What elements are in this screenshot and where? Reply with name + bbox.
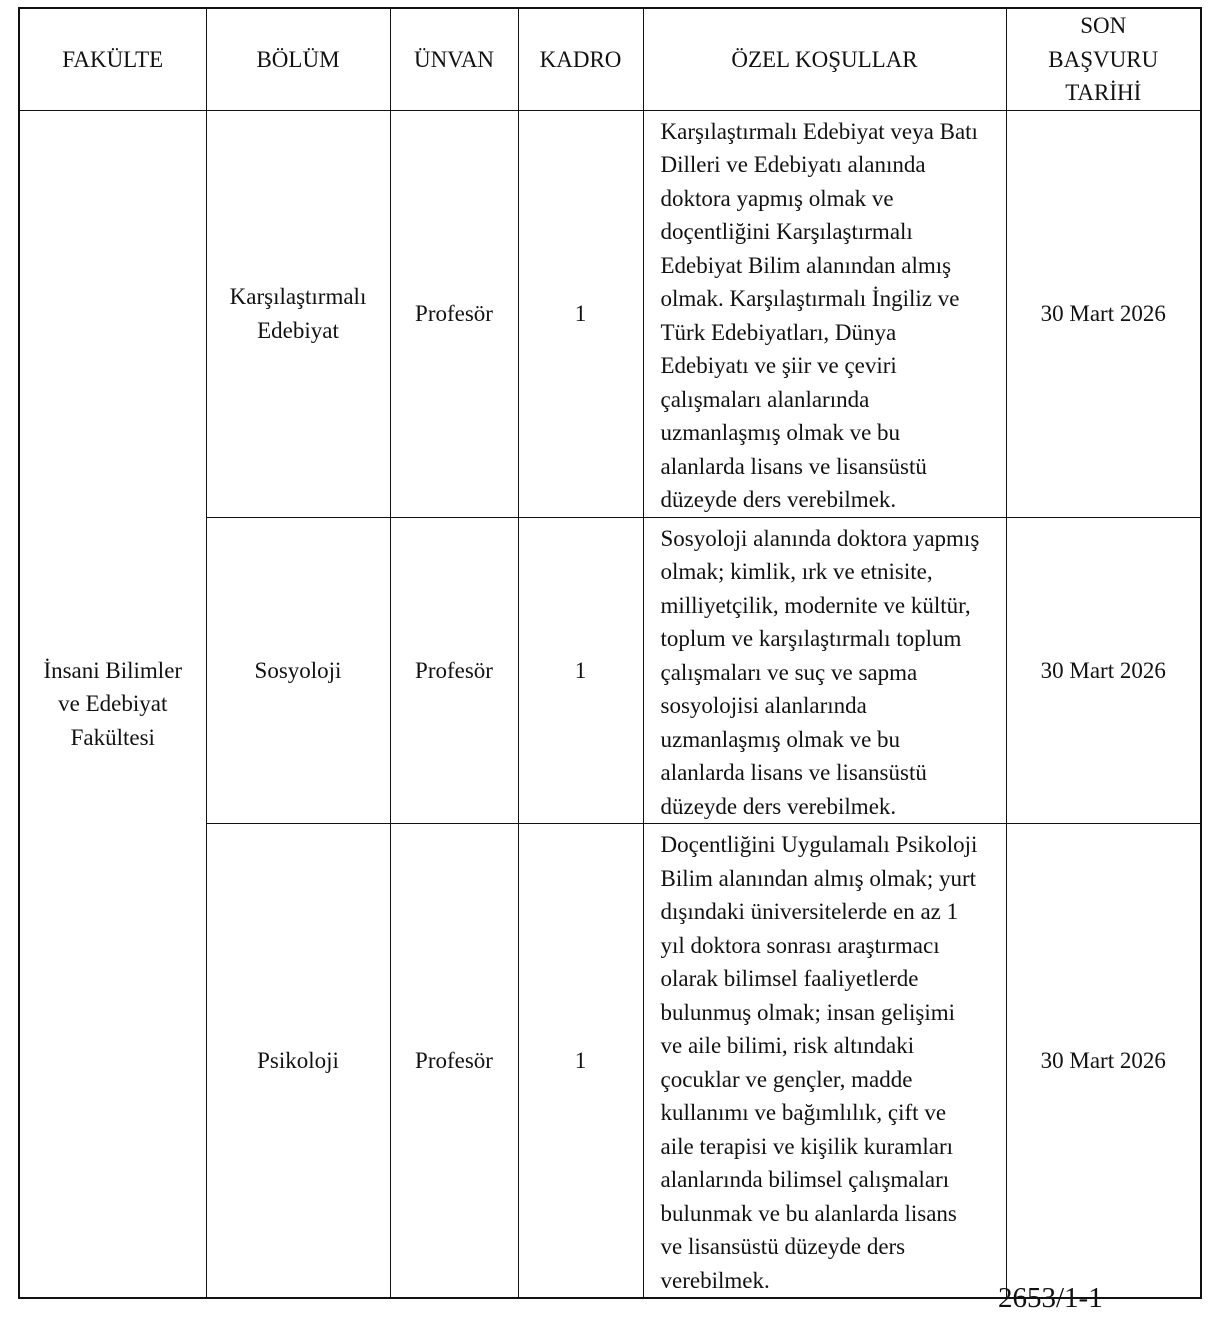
department-cell bbox=[206, 517, 390, 824]
positions-cell: 1 bbox=[518, 517, 643, 824]
text-line: TARİHİ bbox=[1065, 80, 1142, 105]
text-line: Edebiyat Bilim alanından almış bbox=[660, 252, 952, 278]
positions-table bbox=[18, 7, 1202, 1299]
header-positions: KADRO bbox=[518, 8, 643, 110]
text-line: ve Edebiyat bbox=[58, 691, 168, 716]
text-line: Sosyoloji bbox=[254, 657, 342, 683]
conditions-cell bbox=[643, 517, 1006, 824]
deadline-cell: 30 Mart 2026 bbox=[1006, 110, 1201, 517]
text-line: doçentliğini Karşılaştırmalı bbox=[660, 219, 913, 244]
header-conditions: ÖZEL KOŞULLAR bbox=[643, 8, 1006, 110]
text-line: Türk Edebiyatları, Dünya bbox=[660, 319, 897, 345]
text-line: Edebiyatı ve şiir ve çeviri bbox=[660, 353, 897, 378]
text-line: İnsani Bilimler bbox=[43, 657, 183, 683]
text-line: çalışmaları ve suç ve sapma bbox=[660, 659, 918, 685]
text-line: BAŞVURU bbox=[1048, 46, 1159, 72]
text-line: toplum ve karşılaştırmalı toplum bbox=[660, 626, 962, 651]
text-line: milliyetçilik, modernite ve kültür, bbox=[660, 592, 971, 618]
text-line: bulunmak ve bu alanlarda lisans bbox=[660, 1200, 957, 1226]
deadline-cell: 30 Mart 2026 bbox=[1006, 824, 1201, 1299]
title-cell: Profesör bbox=[390, 110, 518, 517]
text-line: bulunmuş olmak; insan gelişimi bbox=[660, 999, 956, 1025]
text-line: uzmanlaşmış olmak ve bu bbox=[660, 726, 901, 752]
header-department: BÖLÜM bbox=[206, 8, 390, 110]
text-line: Fakültesi bbox=[70, 724, 155, 750]
text-line: düzeyde ders verebilmek. bbox=[660, 793, 897, 819]
text-line: Psikoloji bbox=[257, 1047, 339, 1073]
department-cell bbox=[206, 110, 390, 517]
text-line: olarak bilimsel faaliyetlerde bbox=[660, 966, 919, 991]
title-cell: Profesör bbox=[390, 517, 518, 824]
conditions-cell bbox=[643, 824, 1006, 1299]
deadline-cell: 30 Mart 2026 bbox=[1006, 517, 1201, 824]
header-faculty: FAKÜLTE bbox=[19, 8, 206, 110]
text-line: yıl doktora sonrası araştırmacı bbox=[660, 932, 940, 958]
text-line: verebilmek. bbox=[660, 1267, 770, 1293]
conditions-cell bbox=[643, 110, 1006, 517]
header-deadline bbox=[1006, 8, 1201, 110]
document-number: 2653/1-1 bbox=[998, 1282, 1103, 1314]
text-line: alanlarında bilimsel çalışmaları bbox=[660, 1167, 950, 1192]
text-line: Karşılaştırmalı bbox=[229, 284, 367, 309]
text-line: ve lisansüstü düzeyde ders bbox=[660, 1234, 906, 1259]
text-line: aile terapisi ve kişilik kuramları bbox=[660, 1133, 954, 1159]
text-line: Edebiyat bbox=[257, 317, 339, 343]
text-line: alanlarda lisans ve lisansüstü bbox=[660, 453, 927, 479]
header-title: ÜNVAN bbox=[390, 8, 518, 110]
text-line: Doçentliğini Uygulamalı Psikoloji bbox=[660, 832, 978, 857]
text-line: Karşılaştırmalı Edebiyat veya Batı bbox=[660, 118, 978, 144]
text-line: SON bbox=[1080, 13, 1127, 38]
text-line: olmak; kimlik, ırk ve etnisite, bbox=[660, 559, 933, 584]
text-line: ve aile bilimi, risk altındaki bbox=[660, 1033, 915, 1058]
text-line: uzmanlaşmış olmak ve bu bbox=[660, 420, 901, 445]
text-line: alanlarda lisans ve lisansüstü bbox=[660, 760, 927, 785]
text-line: kullanımı ve bağımlılık, çift ve bbox=[660, 1100, 947, 1125]
header-row bbox=[19, 8, 1201, 110]
text-line: sosyolojisi alanlarında bbox=[660, 693, 867, 718]
text-line: doktora yapmış olmak ve bbox=[660, 185, 894, 211]
text-line: Sosyoloji alanında doktora yapmış bbox=[660, 525, 980, 551]
title-cell: Profesör bbox=[390, 824, 518, 1299]
department-cell bbox=[206, 824, 390, 1299]
table-row bbox=[19, 110, 1201, 517]
text-line: Dilleri ve Edebiyatı alanında bbox=[660, 152, 926, 177]
text-line: dışındaki üniversitelerde en az 1 bbox=[660, 899, 959, 924]
text-line: düzeyde ders verebilmek. bbox=[660, 487, 897, 512]
text-line: Bilim alanından almış olmak; yurt bbox=[660, 865, 977, 891]
text-line: çalışmaları alanlarında bbox=[660, 386, 870, 412]
text-line: çocuklar ve gençler, madde bbox=[660, 1066, 913, 1092]
text-line: olmak. Karşılaştırmalı İngiliz ve bbox=[660, 286, 960, 311]
faculty-cell bbox=[19, 110, 206, 1298]
positions-cell: 1 bbox=[518, 824, 643, 1299]
positions-cell: 1 bbox=[518, 110, 643, 517]
